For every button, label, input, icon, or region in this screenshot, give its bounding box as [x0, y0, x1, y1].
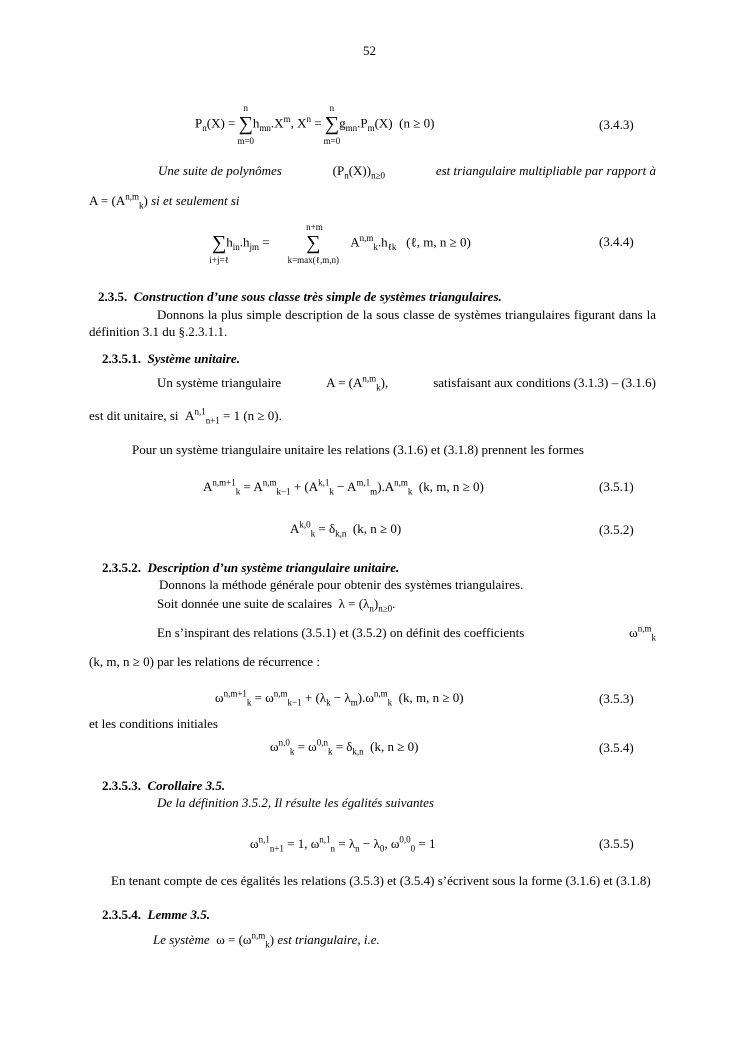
eq-3-5-4-a-sub: k [289, 746, 295, 757]
eq-3-5-5-c-sub: n [355, 843, 360, 854]
eq-3-4-4-term2-rest: .h [377, 234, 388, 250]
para-suite-poly-sub2: n≥0 [371, 170, 386, 181]
para-suite-poly: (P [332, 163, 345, 178]
equation-3-5-4 [270, 739, 418, 755]
eq-3-5-5-a-sup: n,1 [258, 834, 270, 845]
equation-number-3-4-3: (3.4.3) [599, 117, 634, 132]
eq-3-5-1-b-sup: n,m [262, 477, 277, 488]
para-suite-line2-sub: k [139, 200, 144, 211]
sec-2-3-5-4-line1-sub: k [265, 939, 270, 950]
equation-3-5-1 [203, 479, 484, 495]
eq-3-4-4-term1-sub: in [232, 242, 240, 253]
eq-3-4-4-term1: h [226, 234, 233, 250]
eq-3-5-3-l1-sub: k [326, 697, 331, 708]
sec-2-3-5-2-line3-math: ω [629, 625, 638, 640]
eq-3-5-4-d-sub: k,n [352, 746, 364, 757]
sum-symbol: n ∑ m=0 [239, 115, 253, 134]
section-title: Système unitaire. [147, 351, 240, 366]
eq-3-4-4-term2-sub: k [373, 242, 378, 253]
sec-2-3-5-4-line1-close: ) [269, 932, 275, 947]
sec-2-3-5-2-line2-a: Soit donnée une suite de scalaires [157, 596, 333, 611]
eq-3-5-5-d-rest: , ω [384, 836, 400, 851]
eq-3-5-4-b-sup: 0,n [316, 737, 328, 748]
eq-3-5-4-b-sub: k [327, 746, 333, 757]
section-heading-2-3-5-4 [102, 907, 210, 923]
section-2-3-5-2-line4 [89, 654, 320, 670]
sum-bottom: k=max(ℓ,m,n) [287, 255, 339, 265]
eq-3-5-2-a-sub: k [310, 528, 316, 539]
eq-3-4-4-term2-sub2: ℓk [387, 242, 397, 253]
section-2-3-5-2-line1: Donnons la méthode générale pour obtenir des systèmes triangulaires. [159, 577, 524, 592]
eq-3-5-2-d-sub: k,n [335, 528, 347, 539]
eq-3-4-4-term1-rest: .h [239, 234, 250, 250]
eq-3-4-3-term2-arg: (X) [374, 115, 393, 131]
para-suite-line1 [158, 163, 656, 179]
eq-3-4-4-eq: = [259, 234, 270, 250]
eq-3-5-1-a: A [203, 479, 213, 494]
sec-2-3-5-2-line3-a: En s’inspirant des relations (3.5.1) et (3.5.2) on définit des coefficients [157, 625, 525, 640]
eq-3-4-3-term1-rest: .X [270, 115, 284, 131]
eq-3-4-3-cond: (n ≥ 0) [399, 115, 435, 131]
eq-3-5-3-eq: = ω [251, 690, 274, 705]
section-title: Construction d’une sous classe très simple de systèmes triangulaires. [133, 289, 502, 304]
eq-3-5-5-b-sub: n [330, 843, 336, 854]
para-suite-line2 [89, 193, 240, 209]
page-number: 52 [363, 43, 376, 58]
sec-2-3-5-2-line2-sub2: n≥0 [378, 603, 393, 614]
section-number: 2.3.5.4. [102, 907, 141, 922]
sec-2-3-5-1-line2-rest: = 1 (n ≥ 0). [223, 408, 282, 423]
eq-3-5-5-c-rest: − λ [359, 836, 380, 851]
section-2-3-5-1-line2 [89, 408, 282, 424]
sec-2-3-5-1-line2-a: est dit unitaire, si [89, 408, 179, 423]
sec-2-3-5-2-line3-sup: n,m [637, 623, 652, 634]
eq-3-4-3-term1-sub: mn [259, 123, 271, 134]
section-number: 2.3.5.2. [102, 560, 141, 575]
eq-3-5-5-e-sub: 0 [410, 843, 416, 854]
equation-number-3-5-5: (3.5.5) [599, 836, 634, 851]
eq-3-5-5-d-sub: 0 [379, 843, 385, 854]
sum-symbol: n+m ∑ k=max(ℓ,m,n) [287, 222, 339, 265]
section-title: Corollaire 3.5. [147, 778, 226, 793]
sec-2-3-5-2-line3-math-wrap [629, 625, 656, 641]
eq-3-5-3-l2-sub: m [350, 697, 358, 708]
eq-3-5-1-c-sub: k [329, 486, 334, 497]
sum-bottom: m=0 [237, 136, 255, 146]
section-heading-2-3-5-2 [102, 560, 399, 576]
section-2-3-5-2-line3 [157, 625, 656, 641]
eq-3-4-4-cond: (ℓ, m, n ≥ 0) [406, 234, 471, 250]
eq-3-4-4-term1-sub2: jm [249, 242, 260, 253]
eq-3-5-2-a-sup: k,0 [299, 519, 311, 530]
section-heading-2-3-5-1 [102, 351, 240, 367]
eq-3-5-5-e-rest: = 1 [415, 836, 436, 851]
sec-2-3-5-2-line3-sub: k [651, 632, 656, 643]
sum-top: n+m [306, 222, 323, 232]
sec-2-3-5-1-line1-sup: n,m [362, 373, 377, 384]
eq-3-5-3-b-sup: n,m [273, 688, 288, 699]
sec-2-3-5-2-line2-math: λ = (λ [338, 596, 370, 611]
eq-3-5-1-e-sub: k [407, 486, 413, 497]
section-2-3-5-1-line1 [157, 375, 656, 391]
eq-3-5-3-cond: (k, m, n ≥ 0) [398, 690, 464, 705]
section-2-3-5-body: Donnons la plus simple description de la sous classe de systèmes triangulaires figurant dans la définition 3.1 du §.2.3.1.1. [89, 307, 656, 339]
eq-3-5-3-plus: + (λ [301, 690, 327, 705]
eq-3-5-5-a: ω [250, 836, 259, 851]
section-number: 2.3.5. [98, 289, 128, 304]
section-heading-2-3-5-3 [102, 778, 225, 794]
sum-symbol: ∑ i+j=ℓ [212, 234, 226, 253]
eq-3-4-3-lhs: P [195, 115, 203, 131]
sec-2-3-5-1-line2-sub: n+1 [205, 415, 220, 426]
sec-2-3-5-1-line1-math-a: A = (A [326, 375, 363, 390]
section-2-3-5-4-line1 [153, 932, 380, 948]
eq-3-5-3-c-sup: n,m [373, 688, 388, 699]
eq-3-4-4-term2: A [350, 234, 360, 250]
eq-3-5-4-cond: (k, n ≥ 0) [370, 739, 419, 754]
sec-2-3-5-2-line4-math: (k, m, n ≥ 0) [89, 654, 154, 669]
sum-bottom: i+j=ℓ [209, 255, 229, 265]
para-suite-line2-a: A = (A [89, 193, 126, 208]
para-suite-poly-sub: n [344, 170, 349, 181]
sec-2-3-5-1-line1-math [326, 375, 388, 391]
sec-2-3-5-1-line1-close: ), [380, 375, 389, 390]
eq-3-5-1-a-sup: n,m+1 [212, 477, 236, 488]
equation-3-5-3 [215, 690, 464, 706]
eq-3-5-1-eq: = A [240, 479, 263, 494]
equation-number-3-5-4: (3.5.4) [599, 740, 634, 755]
equation-number-3-5-1: (3.5.1) [599, 479, 634, 494]
eq-3-5-3-a-sup: n,m+1 [223, 688, 247, 699]
equation-number-3-4-4: (3.4.4) [599, 234, 634, 249]
eq-3-5-5-b-rest: = λ [335, 836, 356, 851]
eq-3-5-3-b-sub: k−1 [287, 697, 302, 708]
eq-3-5-2-cond: (k, n ≥ 0) [352, 521, 402, 536]
section-title: Description d’un système triangulaire unitaire. [147, 560, 400, 575]
eq-3-4-3-term2-rest: .P [357, 115, 368, 131]
section-2-3-5-1-line3: Pour un système triangulaire unitaire les relations (3.1.6) et (3.1.8) prennent les formes [132, 442, 584, 457]
eq-3-5-4-eq: = ω [294, 739, 317, 754]
eq-3-4-3-lhs-arg: (X) = [206, 115, 236, 131]
eq-3-5-1-e-sup: n,m [394, 477, 408, 488]
sum-top: n [329, 103, 335, 113]
sec-2-3-5-4-line1-math: ω = (ω [216, 932, 252, 947]
section-number: 2.3.5.3. [102, 778, 141, 793]
sec-2-3-5-4-line1-sup: n,m [251, 930, 266, 941]
sec-2-3-5-2-line4-b: par les relations de récurrence : [157, 654, 320, 669]
para-suite-text-b: est triangulaire multipliable par rapport à [435, 163, 656, 178]
eq-3-5-1-d-sup: m,1 [356, 477, 371, 488]
eq-3-5-1-minus: − A [333, 479, 357, 494]
eq-3-4-3-sep: , X [290, 115, 307, 131]
eq-3-4-3-eq2: = [310, 115, 322, 131]
eq-3-4-3-term2: g [339, 115, 346, 131]
eq-3-4-3-term1: h [252, 115, 260, 131]
eq-3-5-3-minus: − λ [330, 690, 351, 705]
eq-3-5-1-a-sub: k [235, 486, 241, 497]
eq-3-4-3-sep-sup: n [306, 114, 311, 125]
para-suite-math [333, 163, 385, 179]
para-suite-line2-text: si et seulement si [151, 193, 240, 208]
sec-2-3-5-1-line2-sup: n,1 [194, 406, 206, 417]
sec-2-3-5-4-line1-a: Le système [153, 932, 210, 947]
section-number: 2.3.5.1. [102, 351, 141, 366]
eq-3-5-2-a: A [290, 521, 300, 536]
sec-2-3-5-1-line1-sub: k [376, 382, 381, 393]
sum-bottom: m=0 [323, 136, 341, 146]
eq-3-5-4-eq2: = δ [332, 739, 353, 754]
sum-top: n [243, 103, 248, 113]
sec-2-3-5-2-line2-sub: n [369, 603, 374, 614]
sec-2-3-5-2-line2-end: . [392, 596, 396, 611]
equation-number-3-5-2: (3.5.2) [599, 522, 634, 537]
eq-3-5-3-a: ω [215, 690, 224, 705]
eq-3-5-3-c-sub: k [387, 697, 393, 708]
para-suite-line2-sup: n,m [125, 191, 139, 202]
equation-3-5-2 [290, 521, 401, 537]
sec-2-3-5-4-line1-b: est triangulaire, i.e. [277, 932, 380, 947]
sec-2-3-5-1-line2-math: A [185, 408, 195, 423]
eq-3-4-4-term2-sup: n,m [359, 233, 374, 244]
equation-3-4-4 [209, 222, 471, 265]
eq-3-5-1-plus: + (A [290, 479, 319, 494]
section-heading-2-3-5 [98, 289, 502, 305]
eq-3-4-3-lhs-sub: n [202, 123, 207, 134]
equation-3-5-5 [250, 836, 435, 852]
eq-3-5-1-close: ).A [377, 479, 395, 494]
sec-2-3-5-1-line1-a: Un système triangulaire [157, 375, 282, 390]
para-suite-line2-close: ) [143, 193, 148, 208]
section-title: Lemme 3.5. [147, 907, 210, 922]
eq-3-5-5-a-rest: = 1, ω [283, 836, 320, 851]
equation-3-4-3 [195, 103, 435, 146]
para-tenant: En tenant compte de ces égalités les relations (3.5.3) et (3.5.4) s’écrivent sous la forme (3.1.6) et (3.1.8) [111, 873, 651, 888]
eq-3-5-4-a-sup: n,0 [278, 737, 290, 748]
section-2-3-5-2-line2 [157, 596, 395, 612]
eq-3-5-1-c-sup: k,1 [318, 477, 330, 488]
para-suite-poly-rest: (X)) [348, 163, 372, 178]
eq-3-5-2-eq: = δ [315, 521, 336, 536]
sum-symbol: n ∑ m=0 [325, 115, 339, 134]
eq-3-5-1-b-sub: k−1 [276, 486, 291, 497]
eq-3-5-5-e-sup: 0,0 [399, 834, 411, 845]
eq-3-4-3-term2-sub: mn [345, 123, 358, 134]
section-2-3-5-3-line1: De la définition 3.5.2, Il résulte les égalités suivantes [157, 795, 434, 810]
sec-2-3-5-2-line2-close: ) [373, 596, 379, 611]
eq-3-5-1-cond: (k, m, n ≥ 0) [418, 479, 484, 494]
eq-3-5-3-a-sub: k [246, 697, 252, 708]
eq-3-4-3-term1-sup: m [283, 114, 291, 125]
eq-3-5-3-close: ).ω [357, 690, 374, 705]
eq-3-5-5-a-sub: n+1 [269, 843, 284, 854]
eq-3-5-1-d-sub: m [370, 486, 378, 497]
eq-3-5-5-b-sup: n,1 [319, 834, 331, 845]
sec-2-3-5-1-line1-b: satisfaisant aux conditions (3.1.3) – (3.1.6) [433, 375, 656, 390]
text-initial-conditions: et les conditions initiales [89, 716, 218, 731]
equation-number-3-5-3: (3.5.3) [599, 691, 634, 706]
eq-3-4-3-term2-sub2: m [367, 123, 375, 134]
para-suite-text-a: Une suite de polynômes [158, 163, 282, 178]
eq-3-5-4-a: ω [270, 739, 279, 754]
